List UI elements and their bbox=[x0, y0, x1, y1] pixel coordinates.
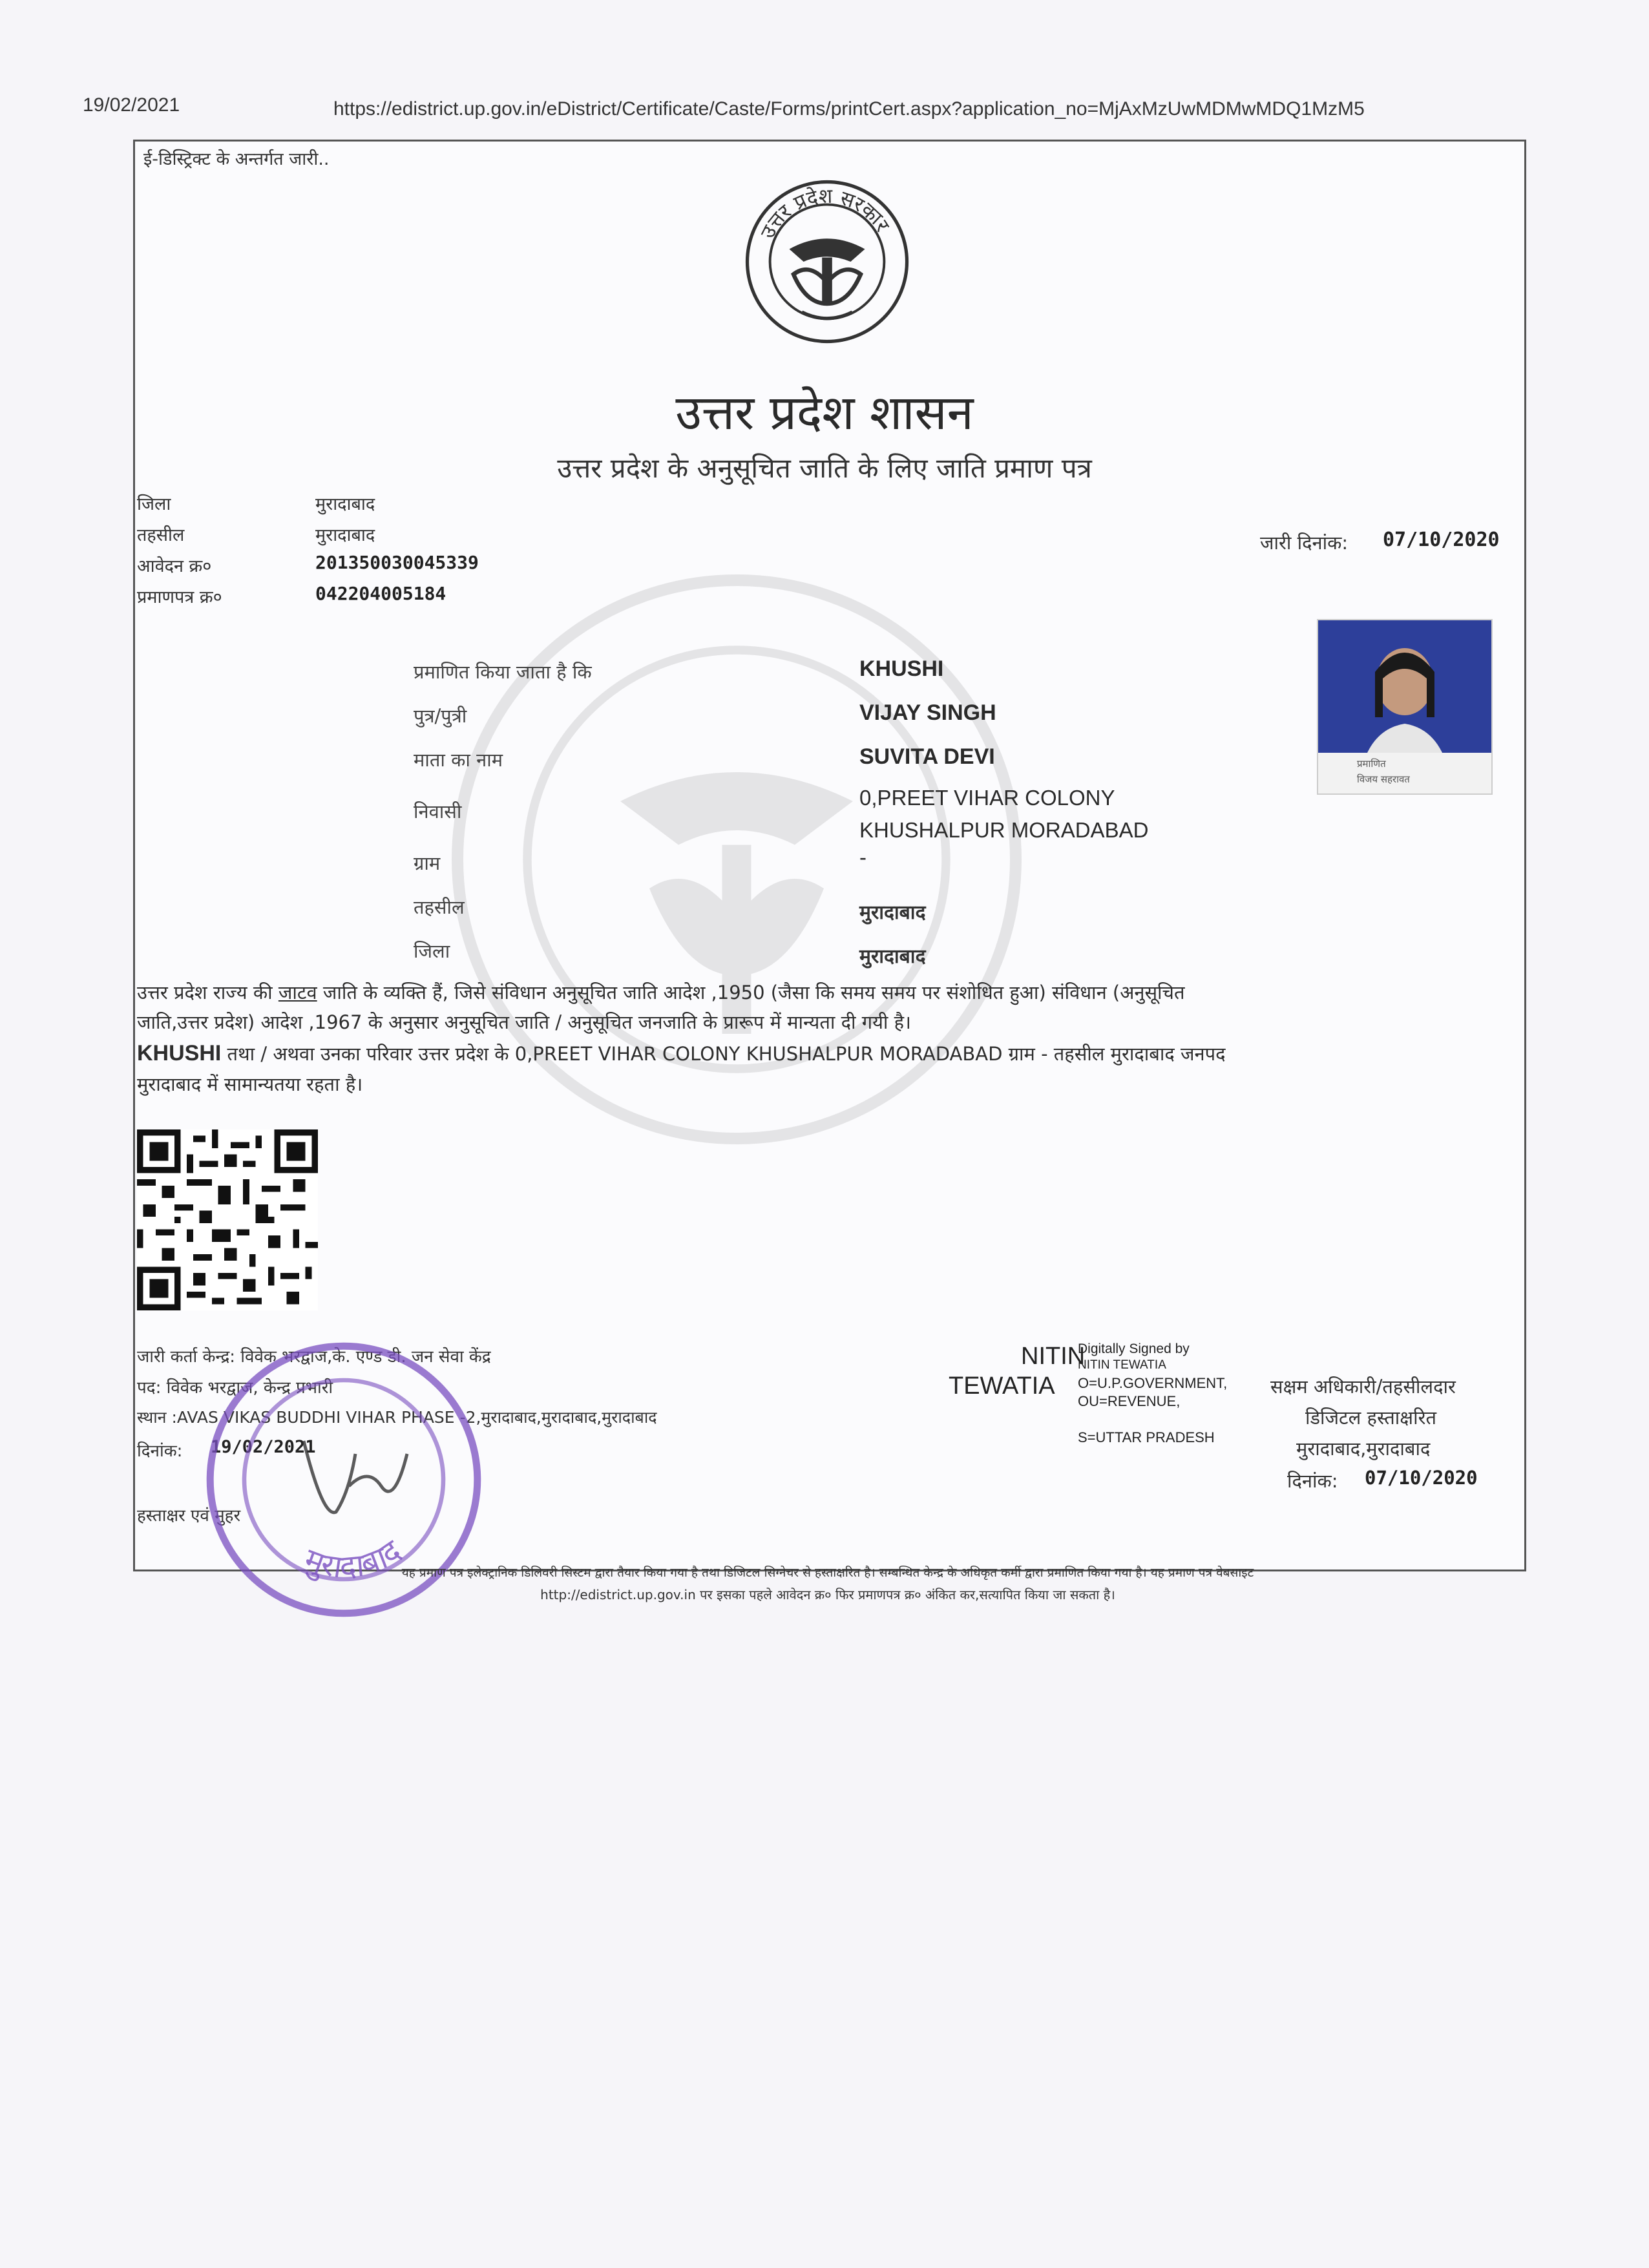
field-label-son-daughter: पुत्र/पुत्री bbox=[414, 705, 467, 727]
meta-value-district: मुरादाबाद bbox=[315, 494, 375, 514]
residence-name: KHUSHI bbox=[137, 1041, 222, 1066]
emblem-text: उत्तर प्रदेश सरकार bbox=[756, 184, 894, 243]
digsig-line4: OU=REVENUE, bbox=[1078, 1393, 1181, 1409]
issuer-center: जारी कर्ता केन्द्र: विवेक भरद्वाज,के. एण्ड डी. जन सेवा केंद्र bbox=[137, 1347, 491, 1367]
field-label-certified: प्रमाणित किया जाता है कि bbox=[414, 661, 592, 683]
field-value-address-line1: 0,PREET VIHAR COLONY bbox=[859, 786, 1115, 810]
residence-statement-line2: मुरादाबाद में सामान्यतया रहता है। bbox=[137, 1073, 363, 1095]
certificate-subtitle: उत्तर प्रदेश के अनुसूचित जाति के लिए जाति प्रमाण पत्र bbox=[557, 452, 1092, 484]
field-label-tehsil: तहसील bbox=[414, 896, 465, 918]
up-government-emblem-icon bbox=[743, 178, 911, 346]
caste-statement-line2: जाति,उत्तर प्रदेश) आदेश ,1967 के अनुसार अनुसूचित जाति / अनुसूचित जनजाति के प्रारूप में मान्यता दी गयी है। bbox=[137, 1011, 912, 1033]
issuer-date: 19/02/2021 bbox=[211, 1437, 316, 1457]
digsig-date-label: दिनांक: bbox=[1287, 1470, 1338, 1492]
signer-name-1: NITIN bbox=[1021, 1343, 1086, 1370]
meta-value-certificate-no: 042204005184 bbox=[315, 583, 446, 604]
field-value-district: मुरादाबाद bbox=[859, 945, 926, 968]
stamp-text: मुरादाबाद bbox=[299, 1533, 408, 1586]
print-date: 19/02/2021 bbox=[83, 94, 180, 116]
digsig-signed: डिजिटल हस्ताक्षरित bbox=[1305, 1407, 1436, 1429]
digsig-line3: O=U.P.GOVERNMENT, bbox=[1078, 1375, 1228, 1391]
issue-date: 07/10/2020 bbox=[1383, 529, 1500, 551]
issuer-sign-label: हस्ताक्षर एवं मुहर bbox=[137, 1506, 241, 1526]
handwritten-signature-icon bbox=[284, 1415, 414, 1531]
field-value-mother: SUVITA DEVI bbox=[859, 744, 995, 769]
field-label-resident: निवासी bbox=[414, 801, 462, 823]
caste-name: जाटव bbox=[278, 982, 317, 1003]
meta-value-application-no: 201350030045339 bbox=[315, 552, 479, 573]
print-url: https://edistrict.up.gov.in/eDistrict/Certificate/Caste/Forms/printCert.aspx?application_no=MjAxMzUwMDMwMDQ1MzM5 bbox=[333, 98, 1365, 120]
signer-name-2: TEWATIA bbox=[949, 1372, 1055, 1400]
digsig-line2: NITIN TEWATIA bbox=[1078, 1358, 1166, 1372]
issue-date-label: जारी दिनांक: bbox=[1260, 532, 1349, 554]
digsig-date: 07/10/2020 bbox=[1365, 1467, 1478, 1489]
field-label-district: जिला bbox=[414, 940, 450, 962]
field-value-tehsil: मुरादाबाद bbox=[859, 901, 926, 924]
photo-caption-2: विजय सहरावत bbox=[1357, 773, 1410, 785]
field-value-father: VIJAY SINGH bbox=[859, 700, 996, 725]
meta-label-certificate-no: प्रमाणपत्र क्र० bbox=[137, 587, 222, 607]
meta-value-tehsil: मुरादाबाद bbox=[315, 525, 375, 545]
qr-code-icon bbox=[137, 1129, 318, 1310]
field-value-village: - bbox=[859, 845, 867, 869]
residence-statement-rest: तथा / अथवा उनका परिवार उत्तर प्रदेश के 0,PREET VIHAR COLONY KHUSHALPUR MORADABAD ग्राम - तहसील मुरादाबाद जनपद bbox=[221, 1043, 1226, 1065]
photo-caption-1: प्रमाणित bbox=[1357, 758, 1386, 770]
digsig-place: मुरादाबाद,मुरादाबाद bbox=[1296, 1438, 1431, 1460]
meta-label-district: जिला bbox=[137, 494, 171, 514]
footer-note-line1: यह प्रमाण पत्र इलेक्ट्रानिक डिलिवरी सिस्टम द्वारा तैयार किया गया है तथा डिजिटल सिग्नेचर से हस्ताक्षरित है। सम्बन्धित केन्द्र के अधिकृत कर्मी द्वारा प्रमाणित किया गया है। यह प्रमाण पत्र वेबसाइट bbox=[401, 1566, 1254, 1580]
meta-label-application-no: आवेदन क्र० bbox=[137, 556, 212, 576]
field-label-village: ग्राम bbox=[414, 852, 441, 874]
issuer-date-label: दिनांक: bbox=[137, 1442, 183, 1461]
caste-statement-line1 bbox=[137, 978, 1513, 1007]
digsig-line1: Digitally Signed by bbox=[1078, 1341, 1190, 1356]
meta-label-tehsil: तहसील bbox=[137, 525, 185, 545]
issuer-place: स्थान :AVAS VIKAS BUDDHI VIHAR PHASE -2,मुरादाबाद,मुरादाबाद,मुरादाबाद bbox=[137, 1408, 657, 1427]
certificate-title: उत्तर प्रदेश शासन bbox=[675, 385, 974, 441]
field-label-mother: माता का नाम bbox=[414, 749, 503, 771]
residence-statement-line1 bbox=[137, 1039, 1520, 1068]
caste-statement-pre: उत्तर प्रदेश राज्य की bbox=[137, 982, 278, 1003]
digsig-designation: सक्षम अधिकारी/तहसीलदार bbox=[1270, 1376, 1456, 1398]
field-value-name: KHUSHI bbox=[859, 656, 944, 681]
person-photo-icon bbox=[1318, 620, 1491, 793]
issuer-post: पद: विवेक भरद्वाज, केन्द्र प्रभारी bbox=[137, 1378, 333, 1398]
digsig-line5: S=UTTAR PRADESH bbox=[1078, 1429, 1215, 1445]
field-value-address-line2: KHUSHALPUR MORADABAD bbox=[859, 818, 1149, 842]
issued-under-label: ई-डिस्ट्रिक्ट के अन्तर्गत जारी.. bbox=[143, 149, 330, 169]
footer-note-line2: http://edistrict.up.gov.in पर इसका पहले आवेदन क्र० फिर प्रमाणपत्र क्र० अंकित कर,सत्यापित किया जा सकता है। bbox=[540, 1587, 1115, 1602]
applicant-photo bbox=[1317, 619, 1493, 795]
svg-text:उत्तर प्रदेश सरकार bbox=[756, 185, 894, 242]
caste-statement-post: जाति के व्यक्ति हैं, जिसे संविधान अनुसूचित जाति आदेश ,1950 (जैसा कि समय समय पर संशोधित हुआ) संविधान (अनुसूचित bbox=[317, 982, 1185, 1003]
